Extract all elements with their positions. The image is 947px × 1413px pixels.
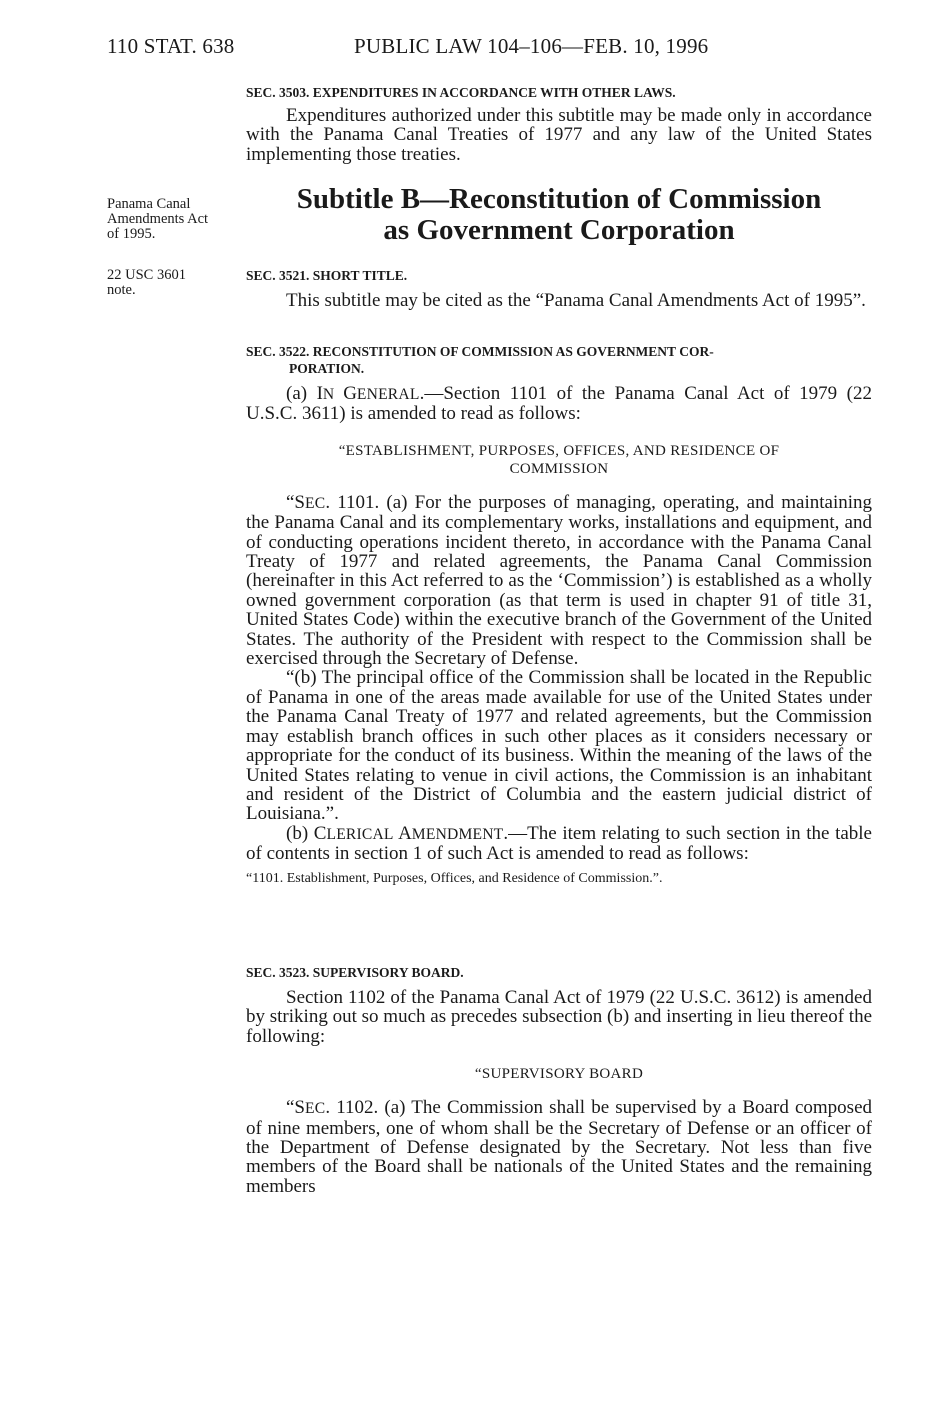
section-3522 (246, 343, 872, 887)
subtitle-line-2: as Government Corporation (383, 214, 735, 246)
margin-note-line: Amendments Act (107, 211, 209, 227)
quoted-section-heading: “ESTABLISHMENT, PURPOSES, OFFICES, AND RESIDENCE OF COMMISSION (338, 442, 780, 477)
margin-note-line: Panama Canal (107, 196, 191, 212)
section-1101-a: “SEC. 1101. (a) For the purposes of managing, operating, and maintaining the Panama Canal and its complementary works, installations and equipment, and of conducting operations incident thereto, in accordance with the Panama Canal Treaty of 1977 and related agreements, the Panama Canal Commission (hereinafter in this Act referred to as the ‘Commission’) is established as a wholly owned government corporation (as that term is used in chapter 91 of title 31, United States Code) within the executive branch of the Government of the United States. The authority of the President with respect to the Commission shall be exercised through the Secretary of Defense. (246, 491, 872, 670)
clerical-amendment: (b) CLERICAL AMENDMENT.—The item relating to such section in the table of contents in section 1 of such Act is amended to read as follows: (246, 822, 872, 865)
section-text: Expenditures authorized under this subtitle may be made only in accordance with the Panama Canal Treaties of 1977 and any law of the United States implementing those treaties. (246, 105, 872, 165)
section-heading: SEC. 3503. EXPENDITURES IN ACCORDANCE WITH OTHER LAWS. (246, 85, 676, 100)
section-heading: SEC. 3523. SUPERVISORY BOARD. (246, 965, 464, 980)
public-law-citation: PUBLIC LAW 104–106—FEB. 10, 1996 (354, 34, 709, 58)
section-1102-a: “SEC. 1102. (a) The Commission shall be supervised by a Board composed of nine members, one of whom shall be the Secretary of Defense or an officer of the Department of Defense designated by the Secretary. Not less than five members of the Board shall be nationals of the United States and the remaining members (246, 1097, 872, 1197)
section-3503 (246, 84, 872, 164)
section-heading: SEC. 3522. RECONSTITUTION OF COMMISSION AS GOVERNMENT COR- PORATION. (246, 344, 714, 376)
section-heading: SEC. 3521. SHORT TITLE. (246, 268, 408, 283)
subsection-a: (a) IN GENERAL.—Section 1101 of the Panama Canal Act of 1979 (22 U.S.C. 3611) is amended to read as follows: (246, 383, 872, 425)
section-1101-b: “(b) The principal office of the Commission shall be located in the Republic of Panama in one of the areas made available for use of the United States under the Panama Canal Treaty of 1977 and related agreements, but the Commission may establish branch offices in such other places as it considers necessary or appropriate for the conduct of its business. Within the meaning of the laws of the United States relating to venue in civil actions, the Commission is an inhabitant and resident of the District of Columbia and the eastern judicial district of Louisiana.”. (246, 667, 872, 825)
subtitle-heading (246, 184, 872, 246)
margin-note-short-title (107, 197, 208, 242)
section-text: Section 1102 of the Panama Canal Act of 1979 (22 U.S.C. 3612) is amended by striking out so much as precedes subsection (b) and inserting in lieu thereof the following: (246, 987, 872, 1047)
table-of-contents-item: “1101. Establishment, Purposes, Offices, and Residence of Commission.”. (246, 870, 663, 886)
margin-note-usc (107, 268, 186, 298)
margin-note-line: 22 USC 3601 (107, 267, 186, 283)
quoted-section-heading: “SUPERVISORY BOARD (474, 1066, 644, 1083)
margin-note-line: of 1995. (107, 226, 156, 242)
stat-page-number: 110 STAT. 638 (107, 34, 235, 58)
margin-note-line: note. (107, 282, 136, 298)
section-3521 (246, 267, 872, 310)
section-3523 (246, 964, 872, 1196)
subtitle-line-1: Subtitle B—Reconstitution of Commission (296, 183, 822, 215)
section-text: This subtitle may be cited as the “Panama Canal Amendments Act of 1995”. (286, 290, 866, 311)
